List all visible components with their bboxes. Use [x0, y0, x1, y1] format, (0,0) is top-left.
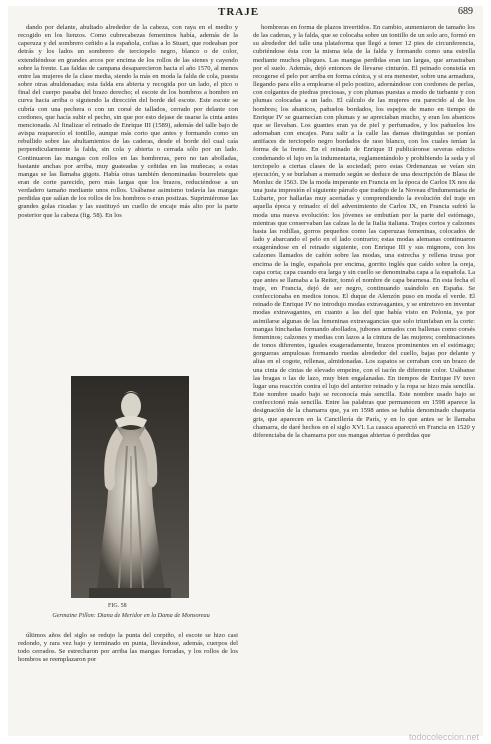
- figure-sculpture-image: [71, 376, 189, 598]
- paragraph: últimos años del siglo se redujo la punta del corpiño, el escote se hizo casi redondo, y rara vez bajo y terminado en punta, llevándose, además, cuerpos del todo cerrados. Se estrecharon por arriba las mangas forradas, y los rollos de los hombros se reemplazaron por: [18, 632, 238, 664]
- paragraph: hombreras en forma de plazos invertidos. En cambio, aumentaron de tamaño los de las caderas, y la falda, que se colocaba sobre un tontillo de un solo aro, formó en su alrededor del talle una plataforma que llegó a tener 12 pies de circunferencia, cubriéndose ésta con la misma tela de la falda y formando como una estrella mediante muchos pliegues. Las mangas perdidas eran tan largas, que arrastraban por el suelo. Además, dejó entonces de llevarse cinturón. El peinado consistía en recogerse el pelo por arriba en forma cónica, y si era menester, sobre una armadura, llegando para ello a emplearse el pelo postizo, adornándose con cordones de perlas, con colgantes de piedras preciosas, y con plumas puestas a modo de turbante y con plumas colocadas a un lado. El cálculo de las mujeres era parecido al de los hombres; los abanicos, pañuelos bordados, los espejos de mano en tiempo de Enrique IV se guarnecían con plumas y se apreciaban mucho, y eran los abanicos que se llevaban. Los guantes eran ya de piel y perfumados, y los pañuelos los adornaban con encajes. Para salir a la calle las damas distinguidas se ponían antifaces de terciopelo negro bordados de raso blanco, con los cuales tenían la forma de la frente. En el reinado de Enrique II publicáronse severas edictos condenando el lujo en la indumentaria, reglamentándolo y prohibiendo la seda y el terciopelo a ciertas clases de la sociedad; pero estas Ordenanzas se veían sin ejecución, y se burlaban a menudo según se deduce de una descripción de Blasa de Monluc de 1563. De la moda imperante en Francia en la época de Carlos IX nos da una justa impresión el siguiente párrafo que tradujo de la Noveau d'Indumentaria de Lubarte, por hallarlas muy acertadas y comprendiendo la evolución del traje en aquella época y reinado: el del advenimiento de Carlos IX, en Francia sufrió la moda una nueva evolución: los jóvenes se embutían por la parte del estómago, mientras que conservaban las calzas la de la Italia italiana. Trajes cortos y calzones hasta las rodillas, gorros pequeños como las caperuzas femeninas, colocados de lado y abarcando el pelo en el lado contrario; estas modas alemanas continuaron exagerándose en el reinado siguiente, con Enrique III y sus mignons, con los calzones llamados de cañón sobre las modas, una estrecha y rellena trusa por encima de la ingle, española por encima, gorrito inglés que caído sobre la oreja, capa corta; capa cuando era larga y sin cuello se denominaba capa a la española. La que antes se llamaba a la Reiter, tomó el nombre de capa bearnesa. En esta fecha el traje, en Francia, dejó de ser negro, continuando usándolo en España. Se confeccionaba en medios tonos. El duque de Alenzón puso en moda el verde. El reinado de Enrique IV no introdujo modas extravagantes, y se entretuvo en inventar modas extravagantes, en cuanto a las del que había visto en Polonia, ya por asimilarse algunas de las femeninas extravagancias que solo triunfaban en la corte: mangas hinchadas formando abollados, jubones armados con ballenas como corsés femeninos; calzones y medias con lazos a la cintura de las mujeres; combinaciones de tonos diferentes, iguales exageradamente, brazos prominentes en el estómago; gorgueras ampulosas formando ruedas alrededor del cuello, bajas por delante y altas en el cogote, rellenas, almidonadas. Los zapatos se cerraban con un brazo de una cinta de cintas de elevado empeine, con el tacón de diferente color. Usábanse las bragas o las de lazo, muy bien engalanadas. En tiempos de Enrique IV tuvo lugar una reacción contra el lujo del anterior reinado y la ropa se hizo más sencilla. Este nombre usado bajo se reconocía más sencilla. Este nombre usado bajo se confeccionó más sencilla. Entre las palabras que permanecen en 1598 aparece la designación de la chamarra que, ya en 1598 antes se había denominado chaqueta gris, que aparecen en la Cancillería de París, y en lo que antes se le llamaba chamarra, de daré hechos en el siglo XVI. La casaca apareció en Francia en 1520 y diferenciaba de la chamarra por sus mangas abiertas ó perdidas que: [253, 24, 475, 439]
- book-page: [8, 6, 483, 736]
- watermark-text: todocoleccion.net: [408, 732, 479, 742]
- running-title: TRAJE: [218, 6, 260, 18]
- right-column: [253, 24, 475, 724]
- figure-caption: Germaine Pillon: Diana de Meridor en la Dama de Monsoreau: [52, 612, 210, 619]
- paragraph: dando por delante, abultado alrededor de la cabeza, con raya en el medio y recogido en los lienzos. Como cubrecabezas femeninos había, además de la caperuza y del sombrero ceñido a la española, cofias a lo Stuart, que rodeaban por detrás y los lados un sombrero de terciopelo negro, blanco o de color, extendiéndose en grandes arcos por encima de los rollos de las sienes y cayendo sobre la frente. Las faldas de campana desaparecieron hacia el año 1570, al menos entre las mujeres de la clase media, siendo la más en moda la falda de cola, puesta sobre otras abuldonadas; esta falda era abierta y recogida por un lado, el pico o final del cuerpo pasaba del brazo derecho; el escote de los hombros a hombro en curva hacia arriba o siguiendo la dirección del borde del escote. Este escote se cubría con una pechera o con un corsé de tallados, cerrado por delante con cordones, que hacía subir el pecho, sin que por esto dejase de usarse la cinta antes mencionada. Al finalizar el reinado de Enrique III (1589), además del talle bajo de avispa reaparecío el tontillo, aunque más corto que antes y formando como un rebullido sobre las abultamientos de las caderas, desde el borde del cual caía perpendicularmente la falda, sin cola y abierta o cerrada sólo por un lado. Continuaron las mangas con rollos en las hombreras, pero no tan abolladas, bastante anchas por arriba, muy guateadas y ceñidas en las muñecas; a estas mangas se las llamaba gigots. Había otras también denominadas bourrelets que eran de corte parecido, pero más largas que los brazos, reduciéndose a un verdadero tamaño mediante unos rollos. Usábanse asimismo todavía las mangas perdidas que salían de los rollos de los hombros o eran postizas. Suprimiéronse las grandes golas rizadas y las sustituyó un cuello de encaje más alto por la parte posterior que la cabeza (fig. 58). En los: [18, 24, 238, 219]
- left-column-bottom: [18, 632, 238, 728]
- page-header: [8, 6, 483, 22]
- left-column-top: [18, 24, 238, 374]
- page-number: 689: [458, 6, 473, 17]
- figure-label: FIG. 58: [108, 603, 127, 609]
